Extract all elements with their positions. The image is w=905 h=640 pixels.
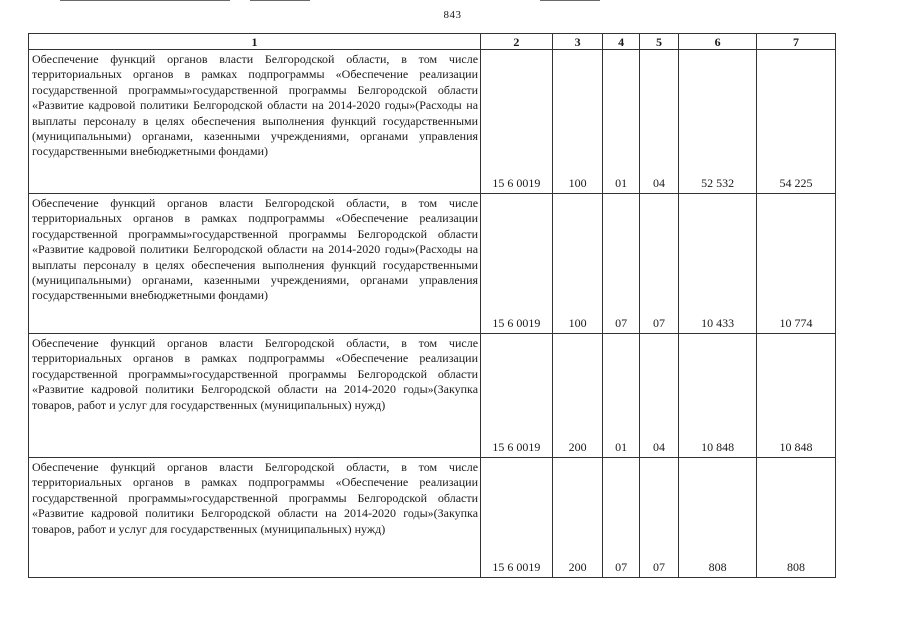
column-header: 4 xyxy=(603,34,639,50)
expense-type-code: 100 xyxy=(552,50,603,194)
page-number: 843 xyxy=(443,9,462,21)
expense-type-code: 200 xyxy=(552,458,603,578)
section-code: 07 xyxy=(603,458,639,578)
amount-column-7: 808 xyxy=(757,458,836,578)
target-article-code: 15 6 0019 xyxy=(481,458,553,578)
target-article-code: 15 6 0019 xyxy=(481,50,553,194)
column-header: 6 xyxy=(679,34,757,50)
row-description: Обеспечение функций органов власти Белгородской области, в том числе территориальных органов в рамках подпрограммы «Обеспечение реализации государственной программы»государственной программы Белгородской области «Развитие кадровой политики Белгородской области на 2014-2020 годы»(Расходы на выплаты персоналу в целях обеспечения выполнения функций государственными (муниципальными) органами, казенными учреждениями, органами управления государственными внебюджетными фондами) xyxy=(29,50,481,194)
amount-column-7: 10 848 xyxy=(757,334,836,458)
table-row xyxy=(29,458,836,578)
budget-table xyxy=(28,33,836,578)
column-header: 5 xyxy=(639,34,678,50)
column-header: 1 xyxy=(29,34,481,50)
subsection-code: 04 xyxy=(639,334,678,458)
subsection-code: 04 xyxy=(639,50,678,194)
amount-column-6: 10 433 xyxy=(679,194,757,334)
subsection-code: 07 xyxy=(639,194,678,334)
row-description: Обеспечение функций органов власти Белгородской области, в том числе территориальных органов в рамках подпрограммы «Обеспечение реализации государственной программы»государственной программы Белгородской области «Развитие кадровой политики Белгородской области на 2014-2020 годы»(Закупка товаров, работ и услуг для государственных (муниципальных) нужд) xyxy=(29,458,481,578)
subsection-code: 07 xyxy=(639,458,678,578)
table-header-row xyxy=(29,34,836,50)
column-header: 2 xyxy=(481,34,553,50)
expense-type-code: 100 xyxy=(552,194,603,334)
table-row xyxy=(29,50,836,194)
amount-column-7: 10 774 xyxy=(757,194,836,334)
table-row xyxy=(29,194,836,334)
expense-type-code: 200 xyxy=(552,334,603,458)
scan-edge-mark xyxy=(250,0,310,1)
amount-column-6: 808 xyxy=(679,458,757,578)
section-code: 01 xyxy=(603,334,639,458)
column-header: 7 xyxy=(757,34,836,50)
table-row xyxy=(29,334,836,458)
target-article-code: 15 6 0019 xyxy=(481,194,553,334)
amount-column-6: 52 532 xyxy=(679,50,757,194)
amount-column-6: 10 848 xyxy=(679,334,757,458)
section-code: 07 xyxy=(603,194,639,334)
row-description: Обеспечение функций органов власти Белгородской области, в том числе территориальных органов в рамках подпрограммы «Обеспечение реализации государственной программы»государственной программы Белгородской области «Развитие кадровой политики Белгородской области на 2014-2020 годы»(Закупка товаров, работ и услуг для государственных (муниципальных) нужд) xyxy=(29,334,481,458)
target-article-code: 15 6 0019 xyxy=(481,334,553,458)
amount-column-7: 54 225 xyxy=(757,50,836,194)
scan-edge-mark xyxy=(60,0,230,1)
column-header: 3 xyxy=(552,34,603,50)
scan-edge-mark xyxy=(540,0,600,1)
row-description: Обеспечение функций органов власти Белгородской области, в том числе территориальных органов в рамках подпрограммы «Обеспечение реализации государственной программы»государственной программы Белгородской области «Развитие кадровой политики Белгородской области на 2014-2020 годы»(Расходы на выплаты персоналу в целях обеспечения выполнения функций государственными (муниципальными) органами, казенными учреждениями, органами управления государственными внебюджетными фондами) xyxy=(29,194,481,334)
section-code: 01 xyxy=(603,50,639,194)
